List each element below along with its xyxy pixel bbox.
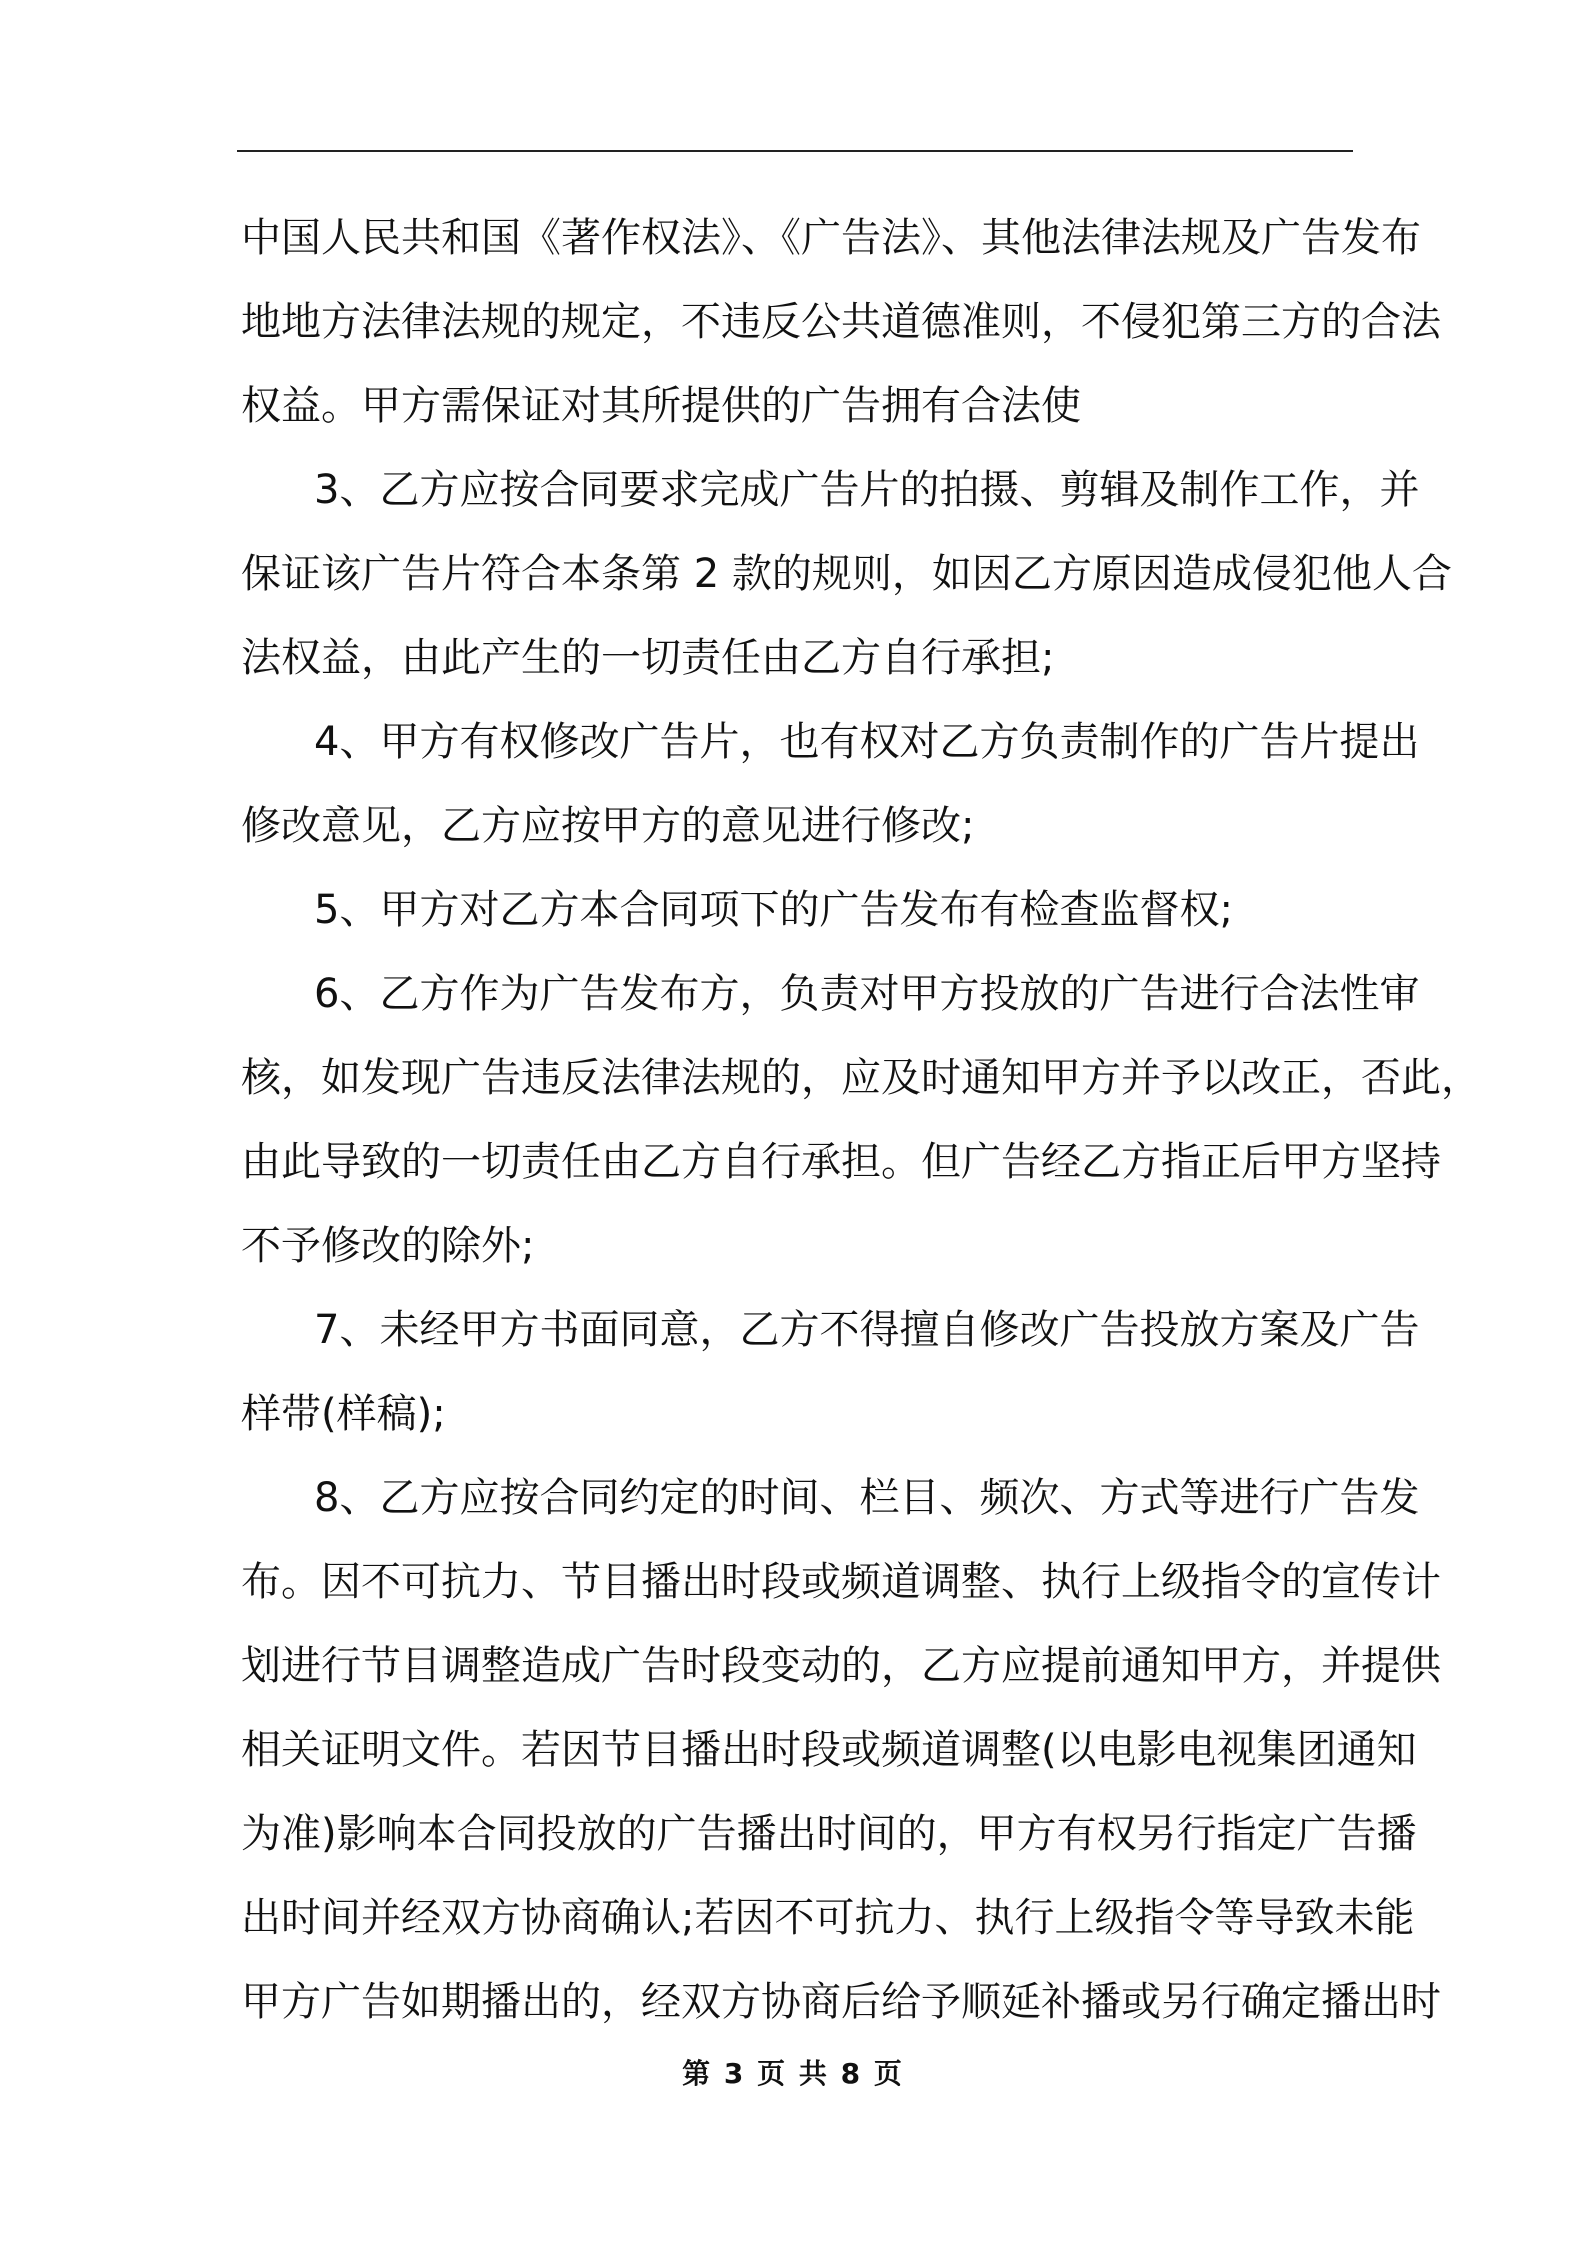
text-line: 甲方广告如期播出的，经双方协商后给予顺延补播或另行确定播出时 — [241, 1979, 1441, 2025]
text-line: 由此导致的一切责任由乙方自行承担。但广告经乙方指正后甲方坚持 — [241, 1139, 1441, 1185]
text-line: 3、乙方应按合同要求完成广告片的拍摄、剪辑及制作工作，并 — [314, 467, 1420, 513]
text-line: 地地方法律法规的规定，不违反公共道德准则，不侵犯第三方的合法 — [241, 299, 1441, 345]
text-line: 8、乙方应按合同约定的时间、栏目、频次、方式等进行广告发 — [314, 1475, 1420, 1521]
text-line: 4、甲方有权修改广告片，也有权对乙方负责制作的广告片提出 — [314, 719, 1420, 765]
text-line: 相关证明文件。若因节目播出时段或频道调整(以电影电视集团通知 — [241, 1727, 1417, 1773]
text-line: 出时间并经双方协商确认;若因不可抗力、执行上级指令等导致未能 — [241, 1895, 1415, 1941]
text-line: 法权益，由此产生的一切责任由乙方自行承担; — [241, 635, 1055, 681]
text-line: 样带(样稿); — [241, 1391, 446, 1437]
text-line: 5、甲方对乙方本合同项下的广告发布有检查监督权; — [314, 887, 1233, 933]
page-number: 第 3 页 共 8 页 — [682, 2057, 904, 2090]
text-line: 划进行节目调整造成广告时段变动的，乙方应提前通知甲方，并提供 — [241, 1643, 1441, 1689]
text-line: 核，如发现广告违反法律法规的，应及时通知甲方并予以改正，否此， — [241, 1055, 1481, 1101]
text-line: 6、乙方作为广告发布方，负责对甲方投放的广告进行合法性审 — [314, 971, 1420, 1017]
document-body — [241, 196, 1481, 2044]
text-line: 修改意见，乙方应按甲方的意见进行修改; — [241, 803, 975, 849]
text-line: 不予修改的除外; — [241, 1223, 535, 1269]
header-divider — [237, 150, 1353, 152]
text-line: 为准)影响本合同投放的广告播出时间的，甲方有权另行指定广告播 — [241, 1811, 1417, 1857]
text-line: 保证该广告片符合本条第 2 款的规则，如因乙方原因造成侵犯他人合 — [241, 551, 1452, 597]
text-line: 7、未经甲方书面同意，乙方不得擅自修改广告投放方案及广告 — [314, 1307, 1420, 1353]
text-line: 中国人民共和国《著作权法》、《广告法》、其他法律法规及广告发布 — [241, 215, 1421, 261]
text-line: 布。因不可抗力、节目播出时段或频道调整、执行上级指令的宣传计 — [241, 1559, 1441, 1605]
text-line: 权益。甲方需保证对其所提供的广告拥有合法使 — [241, 383, 1081, 429]
